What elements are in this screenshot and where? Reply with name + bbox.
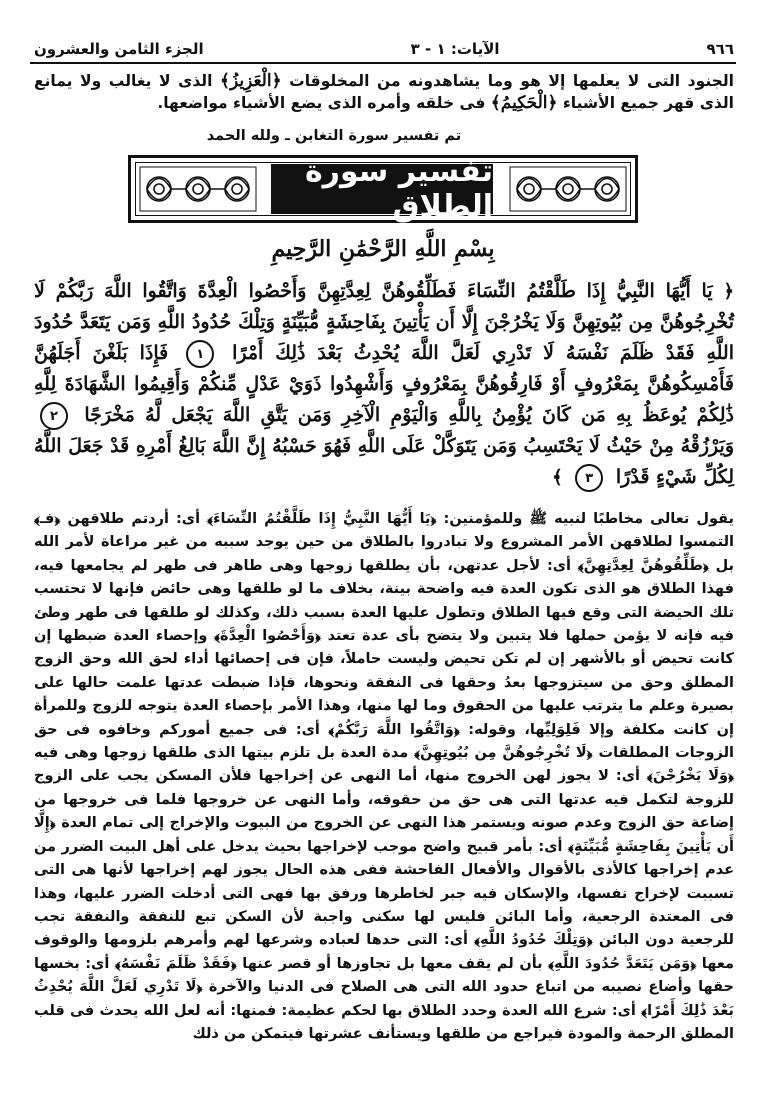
verse-number-3: ٣ [575,464,603,492]
verse-close-bracket: ﴾ [552,467,563,488]
commentary-paragraph: يقول تعالى مخاطبًا لنبيه ﷺ وللمؤمنين: ﴿يَا أَيُّهَا النَّبِيُّ إِذَا طَلَّقْتُمُ النِّسَاءَ﴾ أى: أردتم طلاقهن ﴿فـ﴾ التمسوا لطلاقهن الأمر المشروع ولا تبادروا بالطلاق من حين يوجد سببه من غير مراعاة لأمر الله بل ﴿طَلِّقُوهُنَّ لِعِدَّتِهِنَّ﴾ أى: لأجل عدتهن، بأن يطلقها زوجها وهى طاهر فى طهر لم يجامعها فيه، فهذا الطلاق هو الذى تكون العدة فيه واضحة بينة، بخلاف ما لو طلقها وهى حائض فإنها لا تحتسب تلك الحيضة التى وقع فيها الطلاق وتطول عليها العدة بسبب ذلك، وكذلك لو طلقها فى طهر وطئ فيه فإنه لا يؤمن حملها فلا يتبين ولا يتضح بأى عدة تعتد ﴿وَأَحْصُوا الْعِدَّةَ﴾ وإحصاء العدة ضبطها إن كانت تحيض أو بالأشهر إن لم تكن تحيض وليست حاملاً، فإن فى إحصائها أداء لحق الله وحق الزوج المطلق وحق من سيتزوجها بعدُ وحقها فى النفقة ونحوها، فإذا ضبطت عدتها علمت حالها على بصيرة وعلم ما يترتب عليها من الحقوق وما لها منها، وهذا الأمر بإحصاء العدة يتوجه للزوج وللمرأة إن كانت مكلفة وإلا فَلِوَلِيِّها، وقوله: ﴿وَاتَّقُوا اللَّهَ رَبَّكُمْ﴾ أى: فى جميع أموركم وخافوه فى حق الزوجات المطلقات ﴿لَا تُخْرِجُوهُنَّ مِن بُيُوتِهِنَّ﴾ مدة العدة بل تلزم بيتها الذى طلقها زوجها وهى فيه ﴿وَلَا يَخْرُجْنَ﴾ أى: لا يجوز لهن الخروج منها، أما النهى عن إخراجها فلأن المسكن يجب على الزوج للزوجة لتكمل فيه عدتها التى هى حق من حقوقه، وأما النهى عن خروجها فلما فى خروجها من إضاعة حق الزوج وعدم صونه ويستمر هذا النهى عن الخروج من البيوت والإخراج إلى تمام العدة ﴿إِلَّا أَن يَأْتِينَ بِفَاحِشَةٍ مُّبَيِّنَةٍ﴾ أى: بأمر قبيح واضح موجب لإخراجها بحيث يدخل على أهل البيت الضرر من عدم إخراجها كالأذى بالأقوال والأفعال الفاحشة ففى هذه الحال يجوز لهم إخراجها لأنها هى التى تسببت لإخراج نفسها، والإسكان فيه جبر لخاطرها ورفق بها فهى التى أدخلت الضرر عليها، وهذا فى المعتدة الرجعية، وأما البائن فليس لها سكنى واجبة لأن السكن تبع للنفقة والنفقة تجب للرجعية دون البائن ﴿وَتِلْكَ حُدُودُ اللَّهِ﴾ أى: التى حدها لعباده وشرعها لهم وأمرهم بلزومها والوقوف معها ﴿وَمَن يَتَعَدَّ حُدُودَ اللَّهِ﴾ بأن لم يقف معها بل تجاوزها أو قصر عنها ﴿فَقَدْ ظَلَمَ نَفْسَهُ﴾ أى: بخسها حقها وأضاع نصيبه من اتباع حدود الله التى هى الصلاح فى الدنيا والآخرة ﴿لَا تَدْرِي لَعَلَّ اللَّهَ يُحْدِثُ بَعْدَ ذَٰلِكَ أَمْرًا﴾ أى: شرع الله العدة وحدد الطلاق بها لحكم عظيمة: فمنها: أنه لعل الله يحدث فى قلب المطلق الرحمة والمودة فيراجع من طلقها ويستأنف عشرتها فيتمكن من ذلك [34,511,734,1042]
surah-title: تفسير سورة الطلاق [271,164,493,214]
page-number: ٩٦٦ [706,40,734,58]
verse-2: فَإِذَا بَلَغْنَ أَجَلَهُنَّ فَأَمْسِكُوهُنَّ بِمَعْرُوفٍ أَوْ فَارِقُوهُنَّ بِمَعْرُوفٍ وَأَشْهِدُوا ذَوَيْ عَدْلٍ مِّنكُمْ وَأَقِيمُوا الشَّهَادَةَ لِلَّهِ ذَٰلِكُمْ يُوعَظُ بِهِ مَن كَانَ يُؤْمِنُ بِاللَّهِ وَالْيَوْمِ الْآخِرِ وَمَن يَتَّقِ اللَّهَ يَجْعَل لَّهُ مَخْرَجًا [34,342,735,426]
intro-term-hakim: ﴿الْحَكِيمُ﴾ [490,93,558,113]
part-name: الجزء الثامن والعشرون [34,40,204,58]
quran-verses [34,276,734,493]
previous-surah-end-note: تم تفسير سورة التغابن ـ ولله الحمد [206,128,462,144]
intro-text-3: فى خلقه وأمره الذى يضع الأشياء مواضعها. [157,94,486,112]
intro-paragraph [34,70,734,114]
intro-text-2: الذى لا يغالب ولا يمانع الذى قهر جميع الأشياء [34,72,734,112]
verse-1: يَا أَيُّهَا النَّبِيُّ إِذَا طَلَّقْتُمُ النِّسَاءَ فَطَلِّقُوهُنَّ لِعِدَّتِهِنَّ وَأَحْصُوا الْعِدَّةَ وَاتَّقُوا اللَّهَ رَبَّكُمْ لَا تُخْرِجُوهُنَّ مِن بُيُوتِهِنَّ وَلَا يَخْرُجْنَ إِلَّا أَن يَأْتِينَ بِفَاحِشَةٍ مُّبَيِّنَةٍ وَتِلْكَ حُدُودُ اللَّهِ وَمَن يَتَعَدَّ حُدُودَ اللَّهِ فَقَدْ ظَلَمَ نَفْسَهُ لَا تَدْرِي لَعَلَّ اللَّهَ يُحْدِثُ بَعْدَ ذَٰلِكَ أَمْرًا [34,280,734,364]
intro-term-aziz: ﴿الْعَزِيزُ﴾ [220,71,282,91]
verse-number-2: ٢ [40,402,68,430]
verse-number-1: ١ [186,340,214,368]
basmala: بِسْمِ اللَّهِ الرَّحْمَٰنِ الرَّحِيمِ [271,236,495,262]
verses-range: الآيات: ١ - ٣ [410,40,500,58]
verse-open-bracket: ﴿ [723,281,734,302]
page-header [34,38,734,60]
intro-text-1: الجنود التى لا يعلمها إلا هو وما يشاهدونه من المخلوقات [289,72,734,90]
arabesque-ornament-right-icon [509,166,627,212]
arabesque-ornament-left-icon [139,166,257,212]
verse-3: وَيَرْزُقْهُ مِنْ حَيْثُ لَا يَحْتَسِبُ وَمَن يَتَوَكَّلْ عَلَى اللَّهِ فَهُوَ حَسْبُهُ إِنَّ اللَّهَ بَالِغُ أَمْرِهِ قَدْ جَعَلَ اللَّهُ لِكُلِّ شَيْءٍ قَدْرًا [34,435,734,488]
commentary [34,508,734,1046]
header-rule [30,62,736,64]
surah-title-banner [128,155,638,223]
